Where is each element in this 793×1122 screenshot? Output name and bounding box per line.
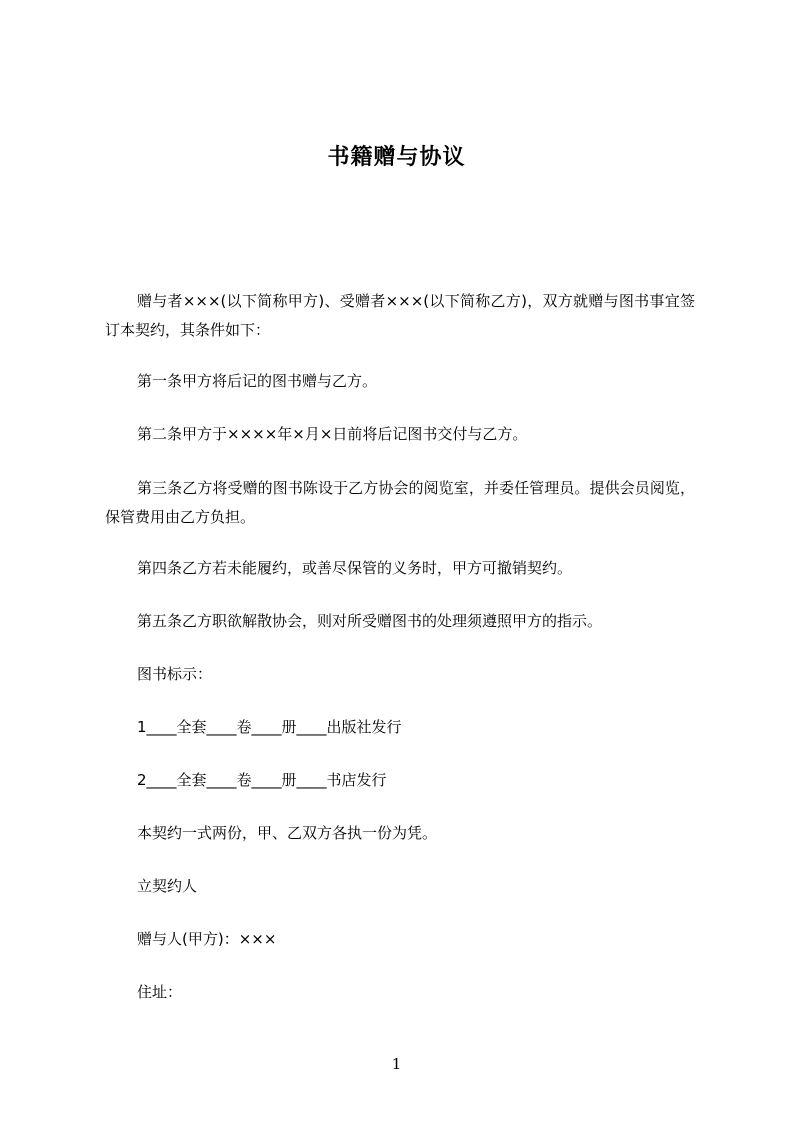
books-heading: 图书标示： (137, 665, 213, 683)
article-5: 第五条乙方职欲解散协会，则对所受赠图书的处理须遵照甲方的指示。 (137, 612, 603, 630)
article-1: 第一条甲方将后记的图书赠与乙方。 (137, 372, 378, 390)
address-line: 住址： (137, 983, 183, 1001)
article-3: 第三条乙方将受赠的图书陈设于乙方协会的阅览室，并委任管理员。提供会员阅览，保管费用由乙方负担。 (105, 479, 695, 526)
intro-paragraph: 赠与者×××(以下简称甲方)、受赠者×××(以下简称乙方)，双方就赠与图书事宜签订本契约，其条件如下： (105, 292, 695, 339)
article-2: 第二条甲方于××××年×月×日前将后记图书交付与乙方。 (137, 425, 528, 443)
parties-heading: 立契约人 (137, 877, 198, 895)
document-title: 书籍赠与协议 (327, 145, 466, 170)
book-entry-2: 2____全套____卷____册____书店发行 (137, 771, 387, 789)
page-number: 1 (391, 1055, 402, 1073)
donor-line: 赠与人(甲方)：××× (137, 930, 277, 948)
copies-clause: 本契约一式两份，甲、乙双方各执一份为凭。 (137, 824, 438, 842)
book-entry-1: 1____全套____卷____册____出版社发行 (137, 718, 402, 736)
article-4: 第四条乙方若未能履约，或善尽保管的义务时，甲方可撤销契约。 (137, 559, 573, 577)
